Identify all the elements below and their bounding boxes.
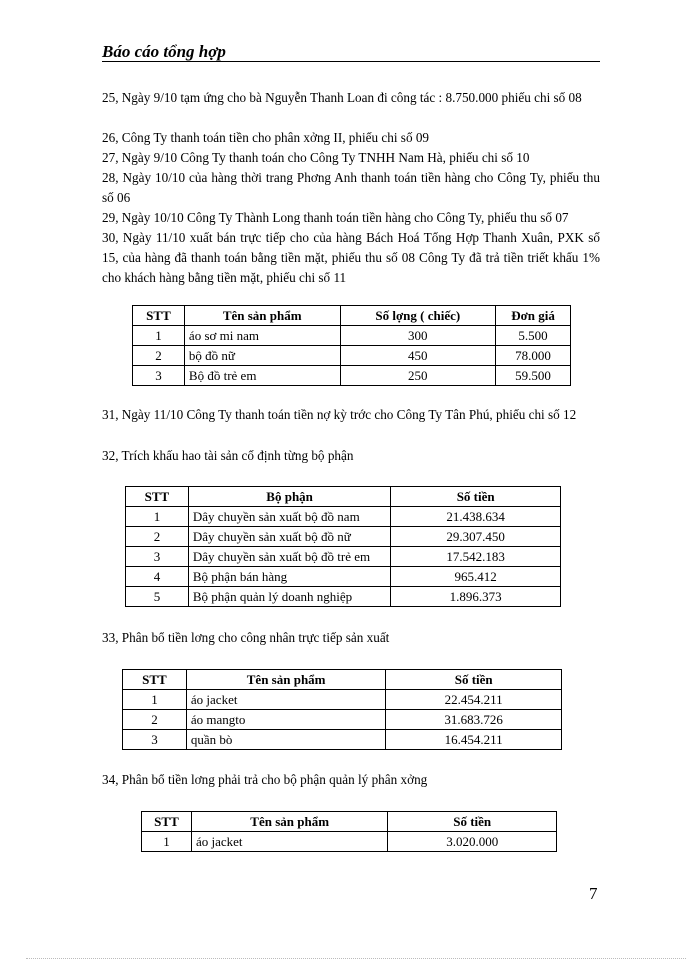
cell-department: Dây chuyền sản xuất bộ đồ nữ <box>188 527 390 547</box>
paragraph-32: 32, Trích khấu hao tài sản cố định từng bộ phận <box>102 448 354 463</box>
table-header-row <box>142 812 557 832</box>
table-row <box>123 730 562 750</box>
cell-quantity: 250 <box>340 366 496 386</box>
cell-price: 59.500 <box>496 366 571 386</box>
paragraph-31: 31, Ngày 11/10 Công Ty thanh toán tiền nợ kỳ trớc cho Công Ty Tân Phú, phiếu chi số 12 <box>102 407 577 422</box>
table-row <box>126 547 561 567</box>
page-bottom-divider <box>26 958 686 959</box>
cell-product: quần bò <box>186 730 385 750</box>
cell-product: áo mangto <box>186 710 385 730</box>
cell-department: Bộ phận bán hàng <box>188 567 390 587</box>
cell-product: bộ đồ nữ <box>184 346 340 366</box>
cell-amount: 21.438.634 <box>391 507 561 527</box>
cell-stt: 2 <box>123 710 187 730</box>
cell-product: áo jacket <box>191 832 387 852</box>
header-department: Bộ phận <box>188 487 390 507</box>
cell-amount: 16.454.211 <box>386 730 562 750</box>
header-amount: Số tiền <box>388 812 557 832</box>
product-sales-table <box>132 305 571 386</box>
cell-stt: 3 <box>133 366 185 386</box>
cell-product: áo jacket <box>186 690 385 710</box>
cell-stt: 1 <box>133 326 185 346</box>
cell-stt: 1 <box>123 690 187 710</box>
cell-department: Dây chuyền sản xuất bộ đồ trẻ em <box>188 547 390 567</box>
paragraph-28: 28, Ngày 10/10 của hàng thời trang Phơng Anh thanh toán tiền hàng cho Công Ty, phiếu thu số 06 <box>102 170 600 205</box>
table-row <box>123 690 562 710</box>
header-amount: Số tiền <box>386 670 562 690</box>
header-product-name: Tên sản phẩm <box>184 306 340 326</box>
paragraph-26: 26, Công Ty thanh toán tiền cho phân xởng II, phiếu chi số 09 <box>102 130 430 145</box>
cell-price: 78.000 <box>496 346 571 366</box>
cell-amount: 22.454.211 <box>386 690 562 710</box>
cell-amount: 29.307.450 <box>391 527 561 547</box>
depreciation-table <box>125 486 561 607</box>
table-header-row <box>123 670 562 690</box>
cell-amount: 3.020.000 <box>388 832 557 852</box>
table-row <box>126 587 561 607</box>
header-stt: STT <box>133 306 185 326</box>
cell-stt: 2 <box>126 527 189 547</box>
header-stt: STT <box>142 812 192 832</box>
table-row <box>133 326 571 346</box>
direct-wage-table <box>122 669 562 750</box>
header-stt: STT <box>126 487 189 507</box>
paragraph-29: 29, Ngày 10/10 Công Ty Thành Long thanh toán tiền hàng cho Công Ty, phiếu thu số 07 <box>102 210 569 225</box>
table-row <box>126 567 561 587</box>
cell-department: Bộ phận quản lý doanh nghiệp <box>188 587 390 607</box>
cell-stt: 1 <box>126 507 189 527</box>
cell-stt: 3 <box>126 547 189 567</box>
cell-product: áo sơ mi nam <box>184 326 340 346</box>
table-header-row <box>126 487 561 507</box>
cell-amount: 31.683.726 <box>386 710 562 730</box>
table-row <box>123 710 562 730</box>
cell-product: Bộ đồ trẻ em <box>184 366 340 386</box>
cell-amount: 1.896.373 <box>391 587 561 607</box>
report-header-title: Báo cáo tổng hợp <box>102 42 226 61</box>
cell-quantity: 450 <box>340 346 496 366</box>
cell-stt: 5 <box>126 587 189 607</box>
header-underline <box>102 61 600 62</box>
table-row <box>133 366 571 386</box>
header-product-name: Tên sản phẩm <box>186 670 385 690</box>
paragraph-30: 30, Ngày 11/10 xuất bán trực tiếp cho của hàng Bách Hoá Tổng Hợp Thanh Xuân, PXK số 15, của hàng đã thanh toán bằng tiền mặt, phiếu thu số 08 Công Ty đã trả tiền triết khấu 1% cho khách hàng bằng tiền mặt, phiếu chi số 11 <box>102 230 600 285</box>
paragraph-27: 27, Ngày 9/10 Công Ty thanh toán cho Công Ty TNHH Nam Hà, phiếu chi số 10 <box>102 150 530 165</box>
cell-amount: 17.542.183 <box>391 547 561 567</box>
table-row <box>133 346 571 366</box>
cell-stt: 1 <box>142 832 192 852</box>
paragraph-25: 25, Ngày 9/10 tạm ứng cho bà Nguyễn Thanh Loan đi công tác : 8.750.000 phiếu chi số 08 <box>102 90 582 105</box>
cell-stt: 2 <box>133 346 185 366</box>
header-amount: Số tiền <box>391 487 561 507</box>
cell-quantity: 300 <box>340 326 496 346</box>
header-quantity: Số lợng ( chiếc) <box>340 306 496 326</box>
table-row <box>126 507 561 527</box>
cell-department: Dây chuyền sản xuất bộ đồ nam <box>188 507 390 527</box>
table-row <box>126 527 561 547</box>
cell-amount: 965.412 <box>391 567 561 587</box>
header-stt: STT <box>123 670 187 690</box>
paragraph-34: 34, Phân bổ tiền lơng phải trả cho bộ phận quản lý phân xởng <box>102 772 428 787</box>
management-wage-table <box>141 811 557 852</box>
cell-stt: 4 <box>126 567 189 587</box>
paragraph-33: 33, Phân bổ tiền lơng cho công nhân trực tiếp sản xuất <box>102 630 390 645</box>
page-number: 7 <box>589 884 598 903</box>
header-unit-price: Đơn giá <box>496 306 571 326</box>
cell-stt: 3 <box>123 730 187 750</box>
table-row <box>142 832 557 852</box>
header-product-name: Tên sản phẩm <box>191 812 387 832</box>
cell-price: 5.500 <box>496 326 571 346</box>
table-header-row <box>133 306 571 326</box>
